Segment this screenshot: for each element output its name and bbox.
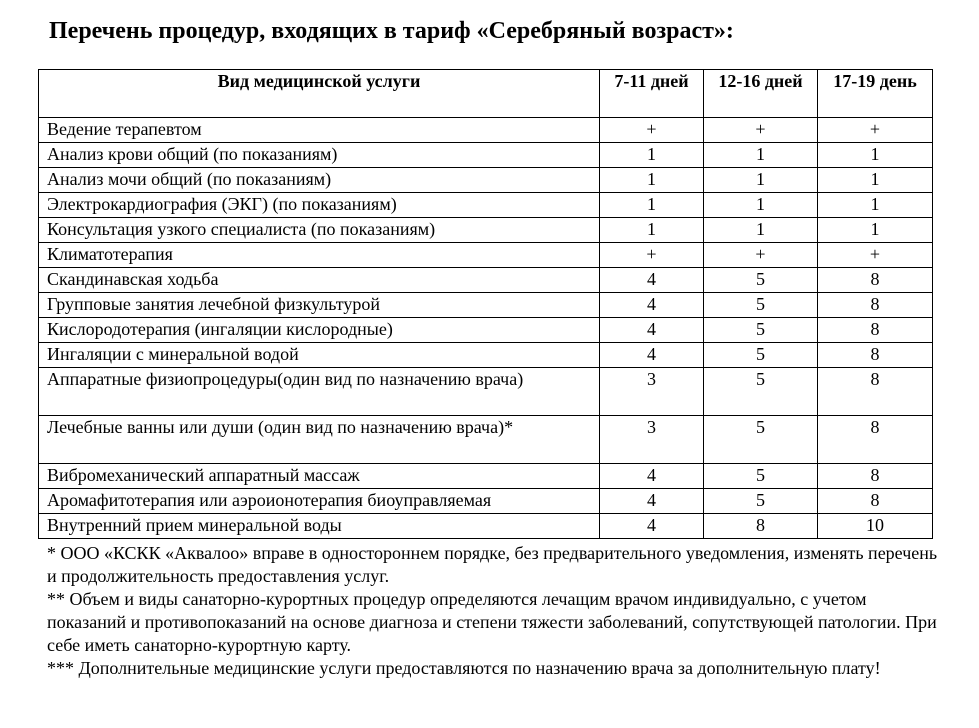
period-2-value: 5: [704, 293, 818, 318]
period-1-value: +: [600, 118, 704, 143]
service-name: Аромафитотерапия или аэроионотерапия биоуправляемая: [39, 489, 600, 514]
period-2-value: 1: [704, 168, 818, 193]
table-row: [39, 318, 933, 343]
service-name: Внутренний прием минеральной воды: [39, 514, 600, 539]
period-2-value: 5: [704, 268, 818, 293]
period-1-value: 4: [600, 464, 704, 489]
header-service: Вид медицинской услуги: [39, 70, 600, 118]
service-name: Аппаратные физиопроцедуры(один вид по назначению врача): [39, 368, 600, 416]
period-3-value: 8: [818, 489, 933, 514]
header-period-2: 12-16 дней: [704, 70, 818, 118]
service-name: Электрокардиография (ЭКГ) (по показаниям): [39, 193, 600, 218]
footnote-1: * ООО «КСКК «Аквалоо» вправе в одностороннем порядке, без предварительного уведомления, изменять перечень и продолжительность предоставления услуг.: [47, 543, 938, 586]
service-name: Консультация узкого специалиста (по показаниям): [39, 218, 600, 243]
period-1-value: 4: [600, 318, 704, 343]
period-2-value: 5: [704, 368, 818, 416]
header-period-1: 7-11 дней: [600, 70, 704, 118]
period-1-value: 1: [600, 168, 704, 193]
period-2-value: +: [704, 118, 818, 143]
service-name: Анализ крови общий (по показаниям): [39, 143, 600, 168]
period-1-value: 4: [600, 293, 704, 318]
table-row: [39, 368, 933, 416]
service-name: Анализ мочи общий (по показаниям): [39, 168, 600, 193]
table-row: [39, 143, 933, 168]
period-2-value: +: [704, 243, 818, 268]
period-3-value: 1: [818, 218, 933, 243]
period-2-value: 5: [704, 343, 818, 368]
footnotes: [47, 542, 947, 680]
period-3-value: 8: [818, 464, 933, 489]
table-row: [39, 193, 933, 218]
page-title: Перечень процедур, входящих в тариф «Серебряный возраст»:: [49, 18, 734, 44]
table-row: [39, 416, 933, 464]
period-3-value: 8: [818, 343, 933, 368]
period-3-value: 1: [818, 143, 933, 168]
footnote-2: ** Объем и виды санаторно-курортных процедур определяются лечащим врачом индивидуально, с учетом показаний и противопоказаний на основе диагноза и степени тяжести заболеваний, сопутствующей патологии. При себе иметь санаторно-курортную карту.: [47, 589, 937, 655]
period-2-value: 8: [704, 514, 818, 539]
table-row: [39, 118, 933, 143]
procedures-table: [38, 69, 933, 539]
period-2-value: 1: [704, 143, 818, 168]
table-row: [39, 343, 933, 368]
table-header-row: [39, 70, 933, 118]
period-2-value: 5: [704, 464, 818, 489]
period-3-value: +: [818, 243, 933, 268]
service-name: Ингаляции с минеральной водой: [39, 343, 600, 368]
period-2-value: 1: [704, 193, 818, 218]
table-row: [39, 514, 933, 539]
period-1-value: 4: [600, 514, 704, 539]
service-name: Вибромеханический аппаратный массаж: [39, 464, 600, 489]
period-3-value: 8: [818, 293, 933, 318]
period-3-value: +: [818, 118, 933, 143]
period-2-value: 5: [704, 318, 818, 343]
period-1-value: 1: [600, 218, 704, 243]
period-1-value: 1: [600, 193, 704, 218]
table-row: [39, 243, 933, 268]
service-name: Групповые занятия лечебной физкультурой: [39, 293, 600, 318]
period-3-value: 8: [818, 416, 933, 464]
period-2-value: 5: [704, 416, 818, 464]
table-row: [39, 168, 933, 193]
table-row: [39, 293, 933, 318]
service-name: Кислородотерапия (ингаляции кислородные): [39, 318, 600, 343]
period-1-value: 3: [600, 416, 704, 464]
period-1-value: 3: [600, 368, 704, 416]
period-1-value: +: [600, 243, 704, 268]
period-3-value: 1: [818, 193, 933, 218]
service-name: Ведение терапевтом: [39, 118, 600, 143]
service-name: Скандинавская ходьба: [39, 268, 600, 293]
table-row: [39, 464, 933, 489]
period-3-value: 8: [818, 268, 933, 293]
period-1-value: 4: [600, 268, 704, 293]
period-3-value: 1: [818, 168, 933, 193]
service-name: Климатотерапия: [39, 243, 600, 268]
period-3-value: 8: [818, 318, 933, 343]
period-1-value: 4: [600, 489, 704, 514]
period-1-value: 4: [600, 343, 704, 368]
service-name: Лечебные ванны или души (один вид по назначению врача)*: [39, 416, 600, 464]
period-2-value: 5: [704, 489, 818, 514]
header-period-3: 17-19 день: [818, 70, 933, 118]
period-3-value: 8: [818, 368, 933, 416]
table-row: [39, 218, 933, 243]
period-1-value: 1: [600, 143, 704, 168]
table-row: [39, 489, 933, 514]
period-3-value: 10: [818, 514, 933, 539]
table-row: [39, 268, 933, 293]
footnote-3: *** Дополнительные медицинские услуги предоставляются по назначению врача за дополнительную плату!: [47, 658, 881, 678]
period-2-value: 1: [704, 218, 818, 243]
